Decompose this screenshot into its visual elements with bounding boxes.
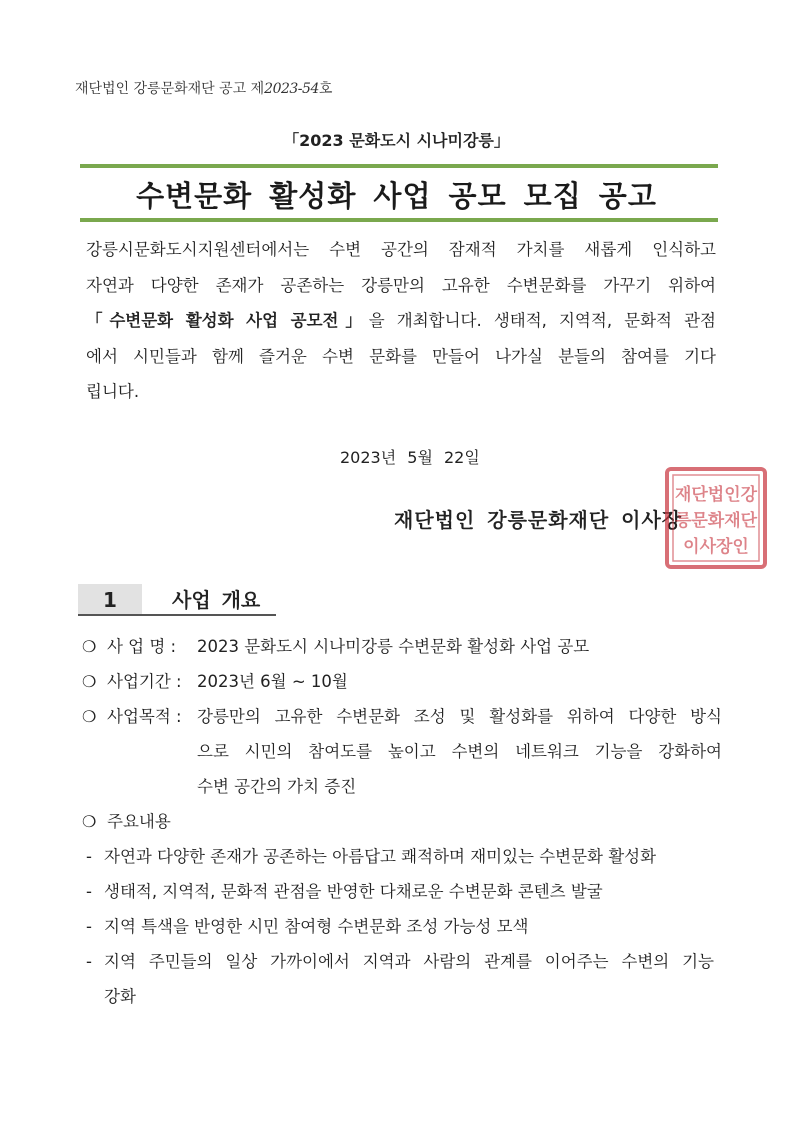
main-content-text: 지역 주민들의 일상 가까이에서 지역과 사람의 관계를 이어주는 수변의 기능 (104, 952, 714, 971)
dash-bullet: - (86, 882, 92, 901)
intro-line-rest: 을 개최합니다. 생태적, 지역적, 문화적 관점 (368, 311, 716, 330)
intro-line: 립니다. (86, 382, 140, 401)
title-rule-bottom (80, 218, 718, 222)
item-label: 사업목적 : (107, 707, 182, 726)
section-1-content (82, 632, 722, 1017)
item-value: 강릉만의 고유한 수변문화 조성 및 활성화를 위하여 다양한 방식 (197, 707, 722, 726)
item-value-continued: 으로 시민의 참여도를 높이고 수변의 네트워크 기능을 강화하여 (197, 742, 722, 761)
main-content-item-cont (82, 982, 722, 1017)
overview-item-purpose-cont (82, 737, 722, 772)
title-rule-top (80, 164, 718, 168)
section-number: 1 (78, 584, 142, 616)
notice-number-handwritten: 2023-54 (264, 81, 319, 97)
notice-date: 2023년 5월 22일 (340, 448, 480, 467)
subtitle: 「2023 문화도시 시나미강릉」 (283, 131, 510, 150)
item-label: 주요내용 (107, 812, 171, 831)
dash-bullet: - (86, 952, 92, 971)
svg-text:재단법인강: 재단법인강 (674, 485, 758, 505)
circle-bullet-icon: ❍ (82, 812, 97, 831)
intro-line: 강릉시문화도시지원센터에서는 수변 공간의 잠재적 가치를 새롭게 인식하고 (86, 240, 716, 259)
intro-line: 자연과 다양한 존재가 공존하는 강릉만의 고유한 수변문화를 가꾸기 위하여 (86, 275, 716, 295)
intro-paragraph (86, 232, 716, 410)
circle-bullet-icon: ❍ (82, 637, 97, 656)
signature: 재단법인 강릉문화재단 이사장 (394, 508, 683, 532)
overview-item-name (82, 632, 722, 667)
item-label: 사업기간 : (107, 672, 182, 691)
main-content-item (82, 877, 722, 912)
item-value: 2023 문화도시 시나미강릉 수변문화 활성화 사업 공모 (197, 637, 590, 656)
notice-number-line (75, 78, 332, 98)
intro-bold-title: 「수변문화 활성화 사업 공모전」 (86, 311, 369, 330)
circle-bullet-icon: ❍ (82, 707, 97, 726)
main-content-heading (82, 807, 722, 842)
item-value: 2023년 6월 ~ 10월 (197, 672, 348, 691)
intro-line (86, 303, 716, 339)
main-content-text: 자연과 다양한 존재가 공존하는 아름답고 쾌적하며 재미있는 수변문화 활성화 (104, 847, 657, 866)
notice-prefix: 재단법인 강릉문화재단 공고 제 (75, 81, 265, 97)
main-content-item (82, 912, 722, 947)
overview-item-purpose-cont (82, 772, 722, 807)
dash-bullet: - (86, 847, 92, 866)
section-title: 사업 개요 (172, 588, 261, 612)
overview-item-purpose (82, 702, 722, 737)
main-content-text-continued: 강화 (104, 987, 136, 1006)
main-content-item (82, 947, 722, 982)
section-1-header (78, 584, 278, 616)
overview-item-period (82, 667, 722, 702)
svg-text:이사장인: 이사장인 (683, 537, 749, 557)
dash-bullet: - (86, 917, 92, 936)
page-title: 수변문화 활성화 사업 공모 모집 공고 (136, 179, 657, 213)
main-content-text: 생태적, 지역적, 문화적 관점을 반영한 다채로운 수변문화 콘텐츠 발굴 (104, 882, 603, 901)
notice-suffix: 호 (318, 81, 333, 97)
main-content-item (82, 842, 722, 877)
section-underline (78, 614, 276, 616)
item-value-continued: 수변 공간의 가치 증진 (197, 777, 357, 796)
intro-line: 에서 시민들과 함께 즐거운 수변 문화를 만들어 나가실 분들의 참여를 기다 (86, 346, 716, 366)
svg-text:릉문화재단: 릉문화재단 (674, 511, 758, 531)
main-content-text: 지역 특색을 반영한 시민 참여형 수변문화 조성 가능성 모색 (104, 917, 529, 936)
item-label: 사 업 명 : (107, 637, 177, 656)
official-seal-stamp (664, 466, 768, 570)
circle-bullet-icon: ❍ (82, 672, 97, 691)
